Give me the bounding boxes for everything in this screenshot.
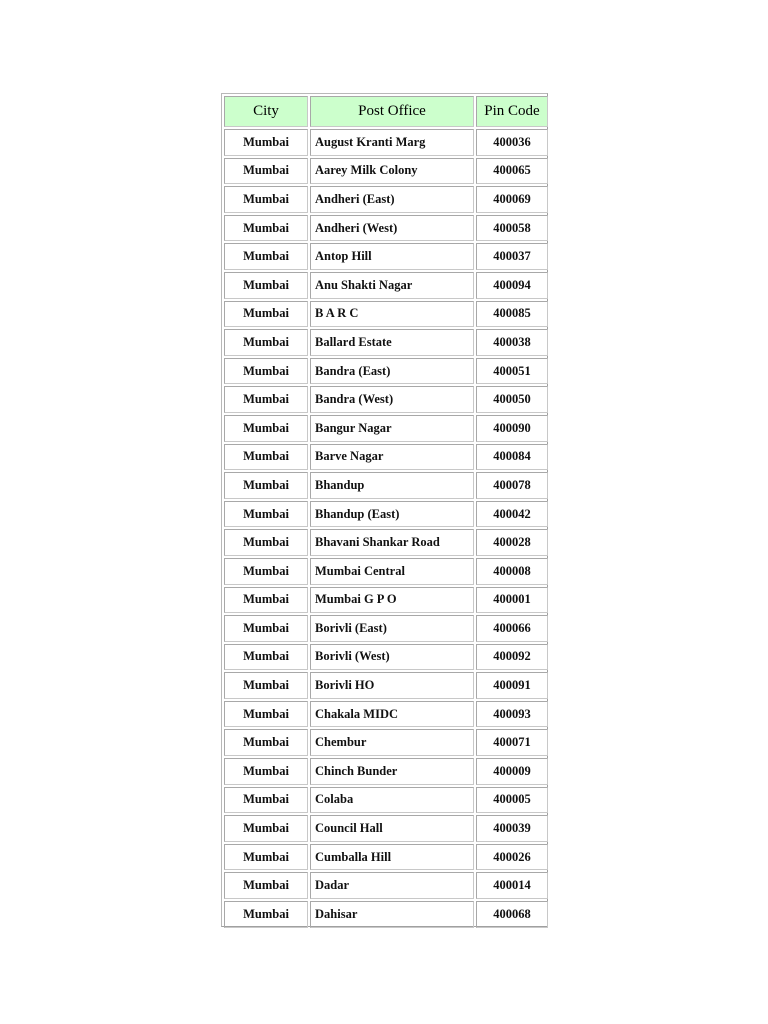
pin-code-table — [222, 94, 550, 930]
cell-city: Mumbai — [224, 729, 308, 756]
cell-post-office: Borivli HO — [310, 672, 474, 699]
cell-pin-code: 400066 — [476, 615, 548, 642]
table-row — [224, 358, 548, 385]
cell-city: Mumbai — [224, 701, 308, 728]
cell-pin-code: 400028 — [476, 529, 548, 556]
cell-post-office: Bhandup (East) — [310, 501, 474, 528]
cell-pin-code: 400069 — [476, 186, 548, 213]
table-row — [224, 243, 548, 270]
cell-city: Mumbai — [224, 644, 308, 671]
cell-pin-code: 400050 — [476, 386, 548, 413]
cell-pin-code: 400085 — [476, 301, 548, 328]
cell-post-office: Colaba — [310, 787, 474, 814]
cell-pin-code: 400084 — [476, 444, 548, 471]
cell-pin-code: 400037 — [476, 243, 548, 270]
table-row — [224, 815, 548, 842]
header-city: City — [224, 96, 308, 127]
table-row — [224, 501, 548, 528]
table-row — [224, 158, 548, 185]
cell-city: Mumbai — [224, 301, 308, 328]
cell-pin-code: 400042 — [476, 501, 548, 528]
cell-city: Mumbai — [224, 358, 308, 385]
table-body — [224, 129, 548, 928]
table-row — [224, 672, 548, 699]
cell-post-office: Dadar — [310, 872, 474, 899]
cell-pin-code: 400009 — [476, 758, 548, 785]
header-pin-code: Pin Code — [476, 96, 548, 127]
cell-pin-code: 400071 — [476, 729, 548, 756]
table-row — [224, 615, 548, 642]
cell-city: Mumbai — [224, 444, 308, 471]
table-row — [224, 472, 548, 499]
cell-post-office: Andheri (East) — [310, 186, 474, 213]
cell-city: Mumbai — [224, 243, 308, 270]
cell-city: Mumbai — [224, 672, 308, 699]
table-row — [224, 215, 548, 242]
table-row — [224, 644, 548, 671]
cell-pin-code: 400051 — [476, 358, 548, 385]
table-row — [224, 186, 548, 213]
table-row — [224, 444, 548, 471]
table-row — [224, 901, 548, 928]
cell-city: Mumbai — [224, 186, 308, 213]
table-row — [224, 729, 548, 756]
table-header-row — [224, 96, 548, 127]
cell-post-office: Barve Nagar — [310, 444, 474, 471]
cell-pin-code: 400058 — [476, 215, 548, 242]
cell-pin-code: 400092 — [476, 644, 548, 671]
cell-city: Mumbai — [224, 615, 308, 642]
cell-city: Mumbai — [224, 158, 308, 185]
cell-post-office: Borivli (West) — [310, 644, 474, 671]
cell-post-office: Bandra (East) — [310, 358, 474, 385]
cell-post-office: Chinch Bunder — [310, 758, 474, 785]
pin-code-table-container — [221, 93, 548, 927]
cell-pin-code: 400078 — [476, 472, 548, 499]
cell-city: Mumbai — [224, 472, 308, 499]
cell-post-office: Andheri (West) — [310, 215, 474, 242]
cell-pin-code: 400005 — [476, 787, 548, 814]
table-row — [224, 587, 548, 614]
cell-post-office: Dahisar — [310, 901, 474, 928]
cell-city: Mumbai — [224, 215, 308, 242]
cell-city: Mumbai — [224, 872, 308, 899]
cell-pin-code: 400014 — [476, 872, 548, 899]
cell-post-office: Bhandup — [310, 472, 474, 499]
cell-pin-code: 400039 — [476, 815, 548, 842]
cell-city: Mumbai — [224, 129, 308, 156]
cell-city: Mumbai — [224, 415, 308, 442]
cell-city: Mumbai — [224, 558, 308, 585]
cell-pin-code: 400090 — [476, 415, 548, 442]
cell-pin-code: 400093 — [476, 701, 548, 728]
cell-pin-code: 400001 — [476, 587, 548, 614]
table-row — [224, 701, 548, 728]
table-row — [224, 787, 548, 814]
table-row — [224, 386, 548, 413]
cell-post-office: Bhavani Shankar Road — [310, 529, 474, 556]
cell-city: Mumbai — [224, 844, 308, 871]
cell-pin-code: 400068 — [476, 901, 548, 928]
table-row — [224, 329, 548, 356]
cell-post-office: B A R C — [310, 301, 474, 328]
table-row — [224, 529, 548, 556]
cell-pin-code: 400008 — [476, 558, 548, 585]
cell-city: Mumbai — [224, 815, 308, 842]
cell-post-office: August Kranti Marg — [310, 129, 474, 156]
cell-post-office: Antop Hill — [310, 243, 474, 270]
cell-pin-code: 400091 — [476, 672, 548, 699]
cell-city: Mumbai — [224, 758, 308, 785]
cell-city: Mumbai — [224, 501, 308, 528]
cell-post-office: Bangur Nagar — [310, 415, 474, 442]
cell-city: Mumbai — [224, 386, 308, 413]
table-row — [224, 758, 548, 785]
cell-post-office: Mumbai G P O — [310, 587, 474, 614]
cell-city: Mumbai — [224, 901, 308, 928]
cell-post-office: Mumbai Central — [310, 558, 474, 585]
cell-pin-code: 400038 — [476, 329, 548, 356]
cell-post-office: Ballard Estate — [310, 329, 474, 356]
cell-post-office: Council Hall — [310, 815, 474, 842]
cell-city: Mumbai — [224, 587, 308, 614]
header-post-office: Post Office — [310, 96, 474, 127]
cell-post-office: Cumballa Hill — [310, 844, 474, 871]
cell-city: Mumbai — [224, 272, 308, 299]
table-row — [224, 558, 548, 585]
table-row — [224, 301, 548, 328]
cell-post-office: Anu Shakti Nagar — [310, 272, 474, 299]
cell-pin-code: 400065 — [476, 158, 548, 185]
table-row — [224, 872, 548, 899]
cell-post-office: Aarey Milk Colony — [310, 158, 474, 185]
cell-pin-code: 400036 — [476, 129, 548, 156]
table-row — [224, 272, 548, 299]
cell-city: Mumbai — [224, 329, 308, 356]
cell-pin-code: 400094 — [476, 272, 548, 299]
cell-post-office: Chakala MIDC — [310, 701, 474, 728]
table-row — [224, 844, 548, 871]
cell-post-office: Chembur — [310, 729, 474, 756]
cell-city: Mumbai — [224, 787, 308, 814]
cell-pin-code: 400026 — [476, 844, 548, 871]
table-row — [224, 129, 548, 156]
table-row — [224, 415, 548, 442]
cell-post-office: Bandra (West) — [310, 386, 474, 413]
cell-city: Mumbai — [224, 529, 308, 556]
cell-post-office: Borivli (East) — [310, 615, 474, 642]
